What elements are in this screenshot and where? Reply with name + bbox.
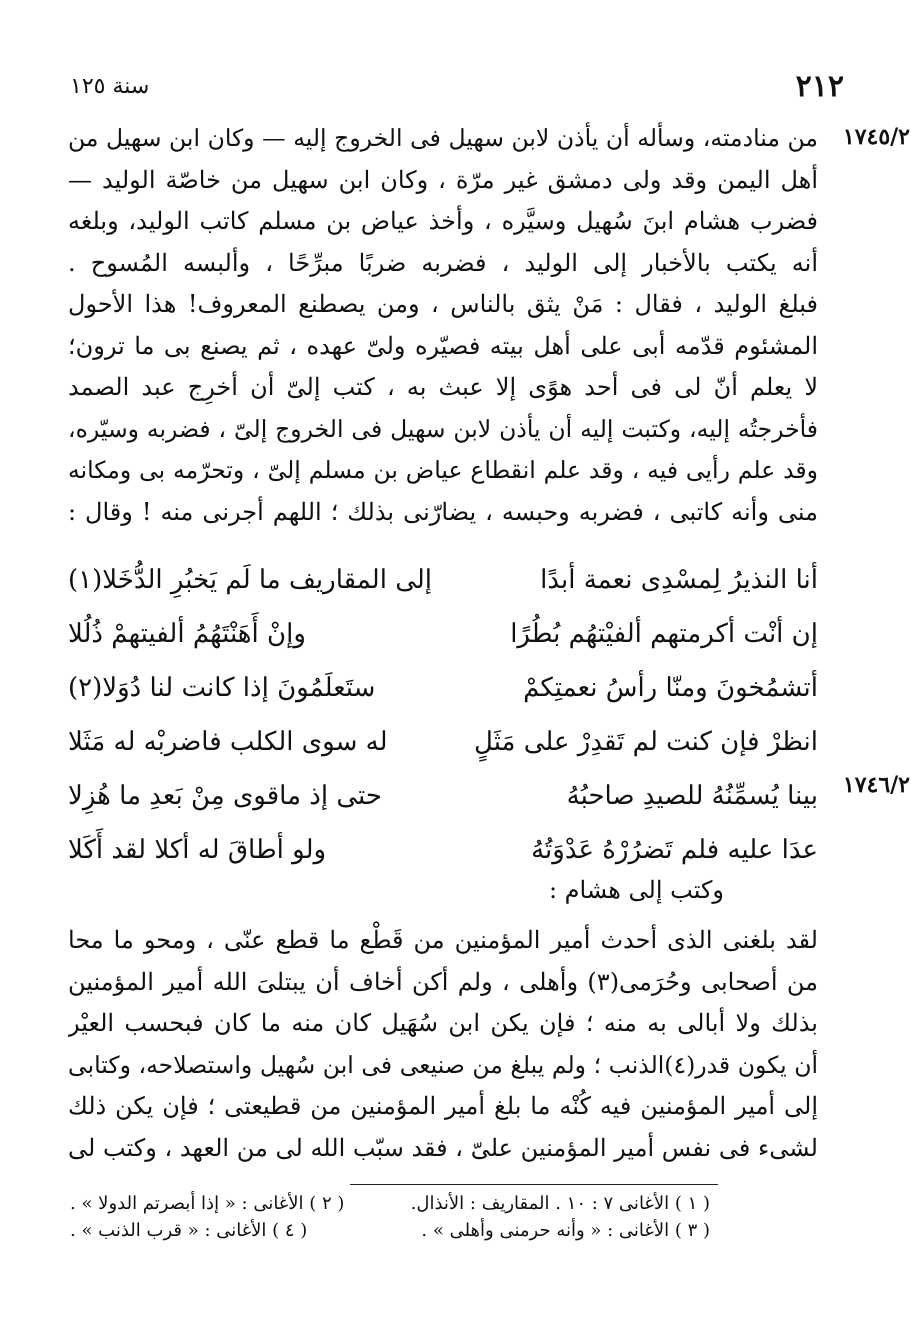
text-line: لشىء فى نفس أمير المؤمنين علىّ ، فقد سبّب الله لى من العهد ، وكتب لى (68, 1133, 818, 1162)
text-line: فضرب هشام ابنَ سُهيل وسيَّره ، وأخذ عياض بن مسلم كاتب الوليد، وبلغه (68, 207, 818, 235)
footnote: ( ١ ) الأغانى ٧ : ١٠ . المقاريف : الأنذال. (410, 1193, 710, 1214)
poem (68, 553, 818, 877)
footnote-row (70, 1190, 710, 1217)
text-line: المشئوم قدّمه أبى على أهل بيته فصيّره ولىّ عهده ، ثم يصنع بى ما ترون؛ (68, 331, 818, 360)
footnote: ( ٢ ) الأغانى : « إذا أبصرتم الدولا » . (70, 1193, 345, 1214)
verse-second-hemistich: ولو أطاقَ له أكلا لقد أَكَلا (68, 835, 327, 865)
text-line: لقد بلغنى الذى أحدث أمير المؤمنين من قَطْع ما قطع عنّى ، ومحو ما محا (68, 926, 818, 954)
text-line: بذلك ولا أبالى به منه ؛ فإن يكن ابن سُهَيل كان منه ما كان فبحسب العيْر (68, 1009, 818, 1037)
verse-first-hemistich: انظرْ فإن كنت لم تَقدِرْ على مَثَلٍ (474, 727, 818, 757)
verse-first-hemistich: إن أنْت أكرمتهم ألفيْتهُم بُطُرًا (510, 619, 818, 649)
text-line: فأخرجتُه إليه، وكتبت إليه أن يأذن لابن سهيل فى الخروج إلىّ ، فضربه وسيّره، (68, 414, 818, 443)
verse-first-hemistich: أتشمُخونَ ومنّا رأسُ نعمتِكمْ (523, 673, 818, 703)
text-line: إلى أمير المؤمنين فيه كُنْه ما بلغ أمير المؤمنين من قطيعتى ؛ فإن يكن ذلك (68, 1092, 818, 1120)
paragraph-main (68, 118, 818, 533)
letter-intro: وكتب إلى هشام : (548, 876, 724, 904)
text-line: من أصحابى وحُرَمى(٣) وأهلى ، ولم أكن أخاف أن يبتلىَ الله أمير المؤمنين (68, 967, 818, 996)
poem-verse (68, 553, 818, 607)
paragraph-letter (68, 920, 818, 1169)
text-line: لا يعلم أنّ لى فى أحد هوًى إلا عبث به ، كتب إلىّ أن أخرِج عبد الصمد (68, 373, 818, 401)
text-line: منى وأنه كاتبى ، فضربه وحبسه ، يضارّنى بذلك ؛ اللهم أجرنى منه ! وقال : (68, 497, 818, 526)
text-line: أن يكون قدر(٤)الذنب ؛ ولم يبلغ من صنيعى فى ابن سُهيل واستصلاحه، وكتابى (68, 1050, 818, 1079)
footnote-row (70, 1217, 710, 1244)
verse-second-hemistich: حتى إذ ماقوى مِنْ بَعدِ ما هُزِلا (68, 781, 382, 811)
footnotes (70, 1190, 710, 1244)
text-line: فبلغ الوليد ، فقال : مَنْ يثق بالناس ، ومن يصطنع المعروف! هذا الأحول (68, 290, 818, 318)
poem-verse (68, 715, 818, 769)
verse-second-hemistich: إلى المقاريف ما لَم يَخبُرِ الدُّخَلا(١) (68, 565, 433, 595)
text-line: أهل اليمن وقد ولى دمشق غير مرّة ، وكان ابن سهيل من خاصّة الوليد — (68, 165, 818, 194)
verse-second-hemistich: وإنْ أَهَنْتَهُمُ ألفيتهمْ ذُلُلا (68, 619, 306, 649)
text-line: وقد علم رأيى فيه ، وقد علم انقطاع عياض بن مسلم إلىّ ، وتحرّمه بى ومكانه (68, 456, 818, 484)
text-line: من منادمته، وسأله أن يأذن لابن سهيل فى الخروج إليه — وكان ابن سهيل من (68, 124, 818, 152)
poem-verse (68, 823, 818, 877)
footnote: ( ٣ ) الأغانى : « وأنه حرمنى وأهلى » . (421, 1220, 710, 1241)
margin-reference: ١٧٤٦/٢ (842, 772, 910, 798)
page-number: ٢١٢ (795, 68, 844, 104)
poem-verse (68, 769, 818, 823)
verse-first-hemistich: بينا يُسمِّنُهُ للصيدِ صاحبُهُ (566, 781, 818, 811)
text-line: أنه يكتب بالأخبار إلى الوليد ، فضربه ضربًا مبرِّحًا ، وألبسه المُسوح . (68, 248, 818, 277)
poem-verse (68, 607, 818, 661)
footnote: ( ٤ ) الأغانى : « قرب الذنب » . (70, 1220, 308, 1241)
poem-verse (68, 661, 818, 715)
verse-first-hemistich: عدَا عليه فلم تَضرُرْهُ عَدْوَتُهُ (531, 835, 818, 865)
verse-second-hemistich: ستَعلَمُونَ إذا كانت لنا دُوَلا(٢) (68, 673, 376, 703)
verse-first-hemistich: أنا النذيرُ لِمسْدِى نعمة أبدًا (540, 565, 818, 595)
year-label: سنة ١٢٥ (70, 73, 150, 99)
verse-second-hemistich: له سوى الكلب فاضربْه له مَثَلا (68, 727, 388, 757)
footnote-divider (350, 1184, 718, 1185)
page-header (70, 66, 844, 106)
margin-reference: ١٧٤٥/٢ (842, 124, 910, 150)
